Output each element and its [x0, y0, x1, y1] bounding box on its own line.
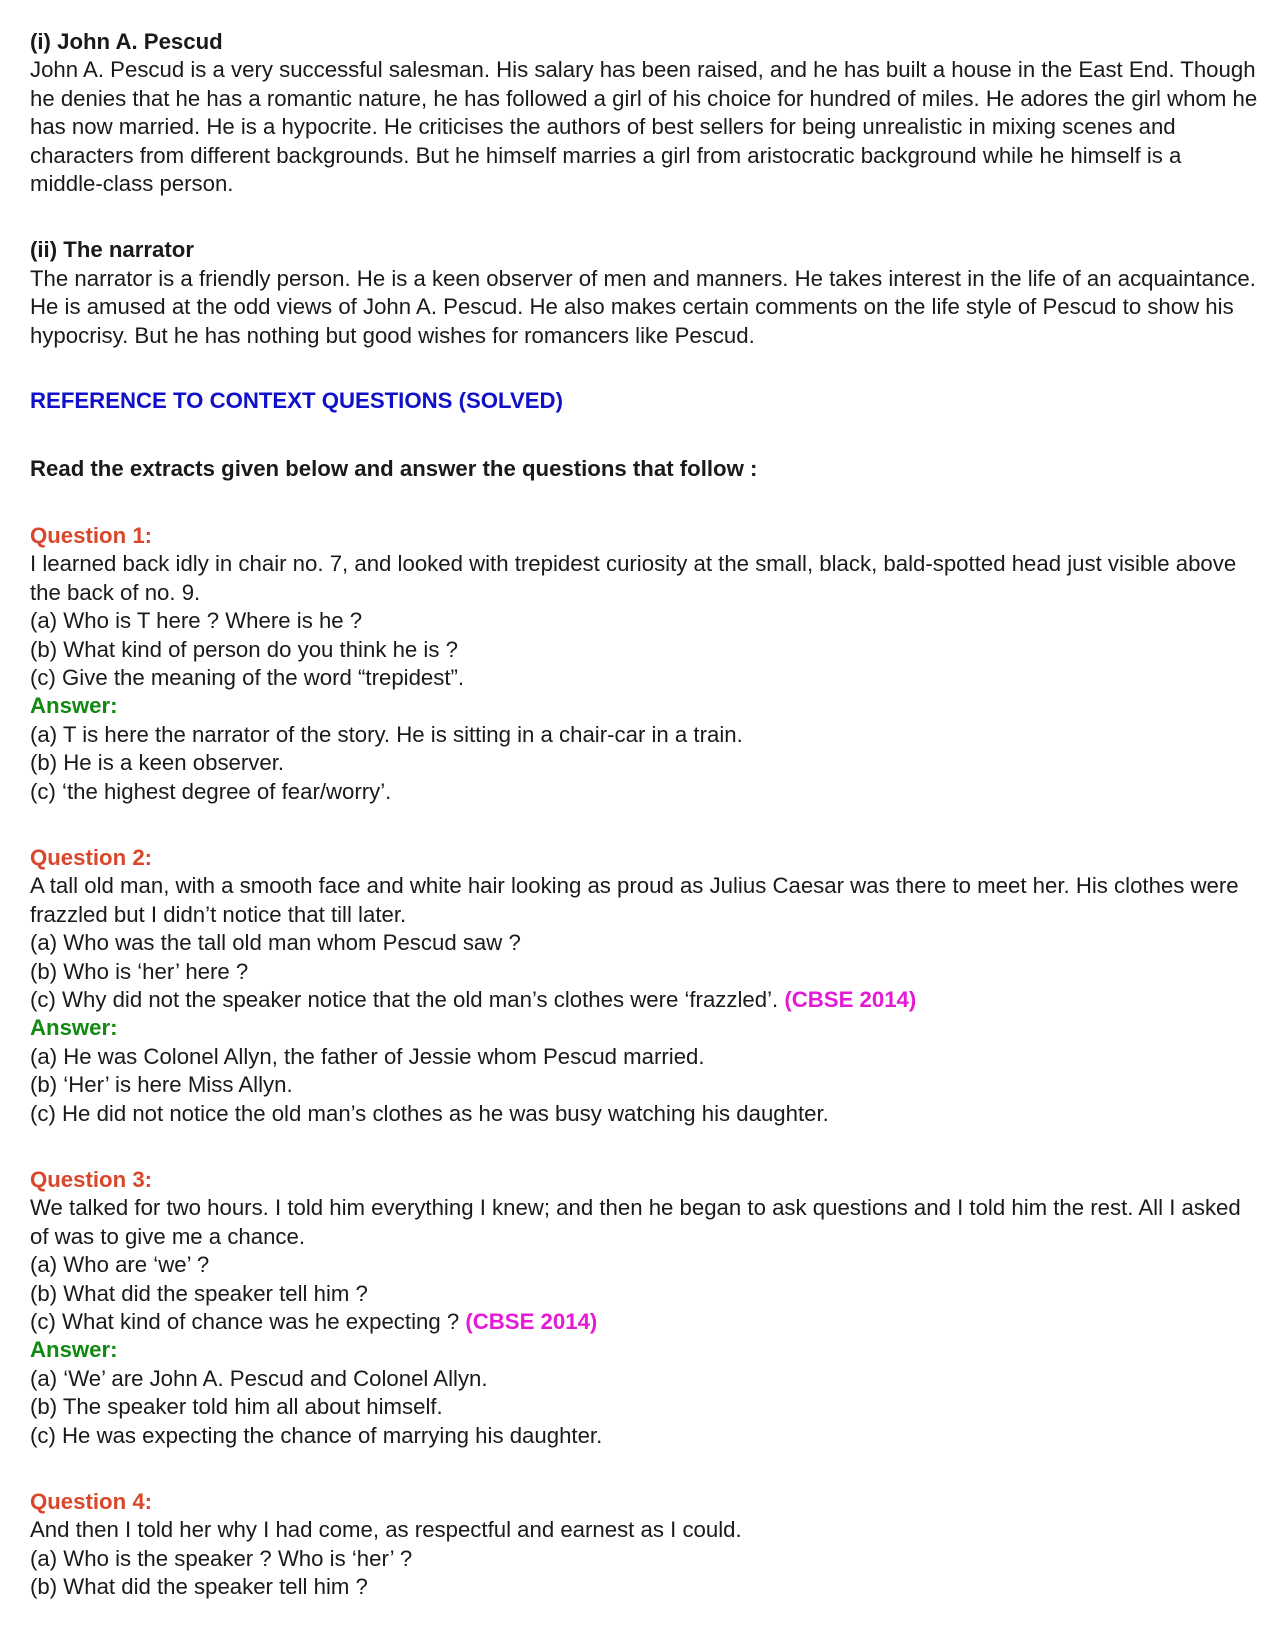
character-heading: (ii) The narrator	[30, 237, 194, 263]
question-block	[30, 1166, 1260, 1450]
question-block	[30, 522, 1260, 806]
question-item: (b) What kind of person do you think he is ?	[30, 636, 458, 662]
answer-label: Answer:	[30, 1337, 118, 1363]
question-item: (b) What did the speaker tell him ?	[30, 1574, 368, 1600]
question-item: (c) Give the meaning of the word “trepidest”.	[30, 664, 465, 690]
question-item: (a) Who is the speaker ? Who is ‘her’ ?	[30, 1545, 413, 1571]
answer-item: (b) The speaker told him all about himself.	[30, 1394, 443, 1420]
question-title: Question 3:	[30, 1167, 153, 1192]
question-item	[30, 1308, 1260, 1336]
question-title: Question 2:	[30, 844, 153, 870]
character-heading: (i) John A. Pescud	[30, 29, 223, 54]
question-block	[30, 844, 1260, 1128]
instructions: Read the extracts given below and answer the questions that follow :	[30, 456, 758, 482]
question-extract: And then I told her why I had come, as respectful and earnest as I could.	[30, 1517, 742, 1543]
source-tag: (CBSE 2014)	[465, 1309, 598, 1335]
question-title: Question 4:	[30, 1489, 153, 1515]
answer-item: (c) He was expecting the chance of marrying his daughter.	[30, 1422, 603, 1448]
question-item-text: (c) Why did not the speaker notice that the old man’s clothes were ‘frazzled’.	[30, 986, 779, 1012]
question-item: (a) Who is T here ? Where is he ?	[30, 608, 363, 634]
answer-label: Answer:	[30, 1015, 118, 1041]
question-extract: We talked for two hours. I told him everything I knew; and then he began to ask questions and I told him the rest. All I asked of was to give me a chance.	[30, 1195, 1241, 1249]
question-extract: A tall old man, with a smooth face and white hair looking as proud as Julius Caesar was there to meet her. His clothes were frazzled but I didn’t notice that till later.	[30, 873, 1239, 927]
document-page	[30, 28, 1260, 1602]
section-title: REFERENCE TO CONTEXT QUESTIONS (SOLVED)	[30, 388, 563, 414]
question-item-text: (c) What kind of chance was he expecting ?	[30, 1309, 460, 1335]
answer-item: (a) He was Colonel Allyn, the father of Jessie whom Pescud married.	[30, 1043, 705, 1069]
answer-item: (a) ‘We’ are John A. Pescud and Colonel Allyn.	[30, 1365, 488, 1391]
character-sketch-narrator	[30, 236, 1260, 350]
source-tag: (CBSE 2014)	[784, 986, 917, 1012]
question-item: (b) What did the speaker tell him ?	[30, 1280, 368, 1306]
question-block	[30, 1488, 1260, 1602]
question-item: (b) Who is ‘her’ here ?	[30, 958, 249, 984]
question-extract: I learned back idly in chair no. 7, and looked with trepidest curiosity at the small, black, bald-spotted head just visible above the back of no. 9.	[30, 551, 1237, 605]
answer-item: (b) ‘Her’ is here Miss Allyn.	[30, 1072, 293, 1098]
character-paragraph: The narrator is a friendly person. He is a keen observer of men and manners. He takes interest in the life of an acquaintance. He is amused at the odd views of John A. Pescud. He also makes certain comments on the life style of Pescud to show his hypocrisy. But he has nothing but good wishes for romancers like Pescud.	[30, 265, 1256, 348]
answer-item: (c) ‘the highest degree of fear/worry’.	[30, 778, 392, 804]
question-item: (a) Who was the tall old man whom Pescud saw ?	[30, 930, 521, 956]
answer-item: (c) He did not notice the old man’s clothes as he was busy watching his daughter.	[30, 1100, 829, 1126]
question-item	[30, 986, 1260, 1014]
answer-item: (a) T is here the narrator of the story. He is sitting in a chair-car in a train.	[30, 721, 743, 747]
answer-label: Answer:	[30, 693, 118, 719]
question-title: Question 1:	[30, 522, 153, 548]
character-paragraph: John A. Pescud is a very successful salesman. His salary has been raised, and he has built a house in the East End. Though he denies that he has a romantic nature, he has followed a girl of his choice for hundred of miles. He adores the girl whom he has now married. He is a hypocrite. He criticises the authors of best sellers for being unrealistic in mixing scenes and characters from different backgrounds. But he himself marries a girl from aristocratic background while he himself is a middle-class person.	[30, 57, 1258, 197]
answer-item: (b) He is a keen observer.	[30, 750, 285, 776]
question-item: (a) Who are ‘we’ ?	[30, 1252, 210, 1278]
character-sketch-pescud	[30, 28, 1260, 198]
